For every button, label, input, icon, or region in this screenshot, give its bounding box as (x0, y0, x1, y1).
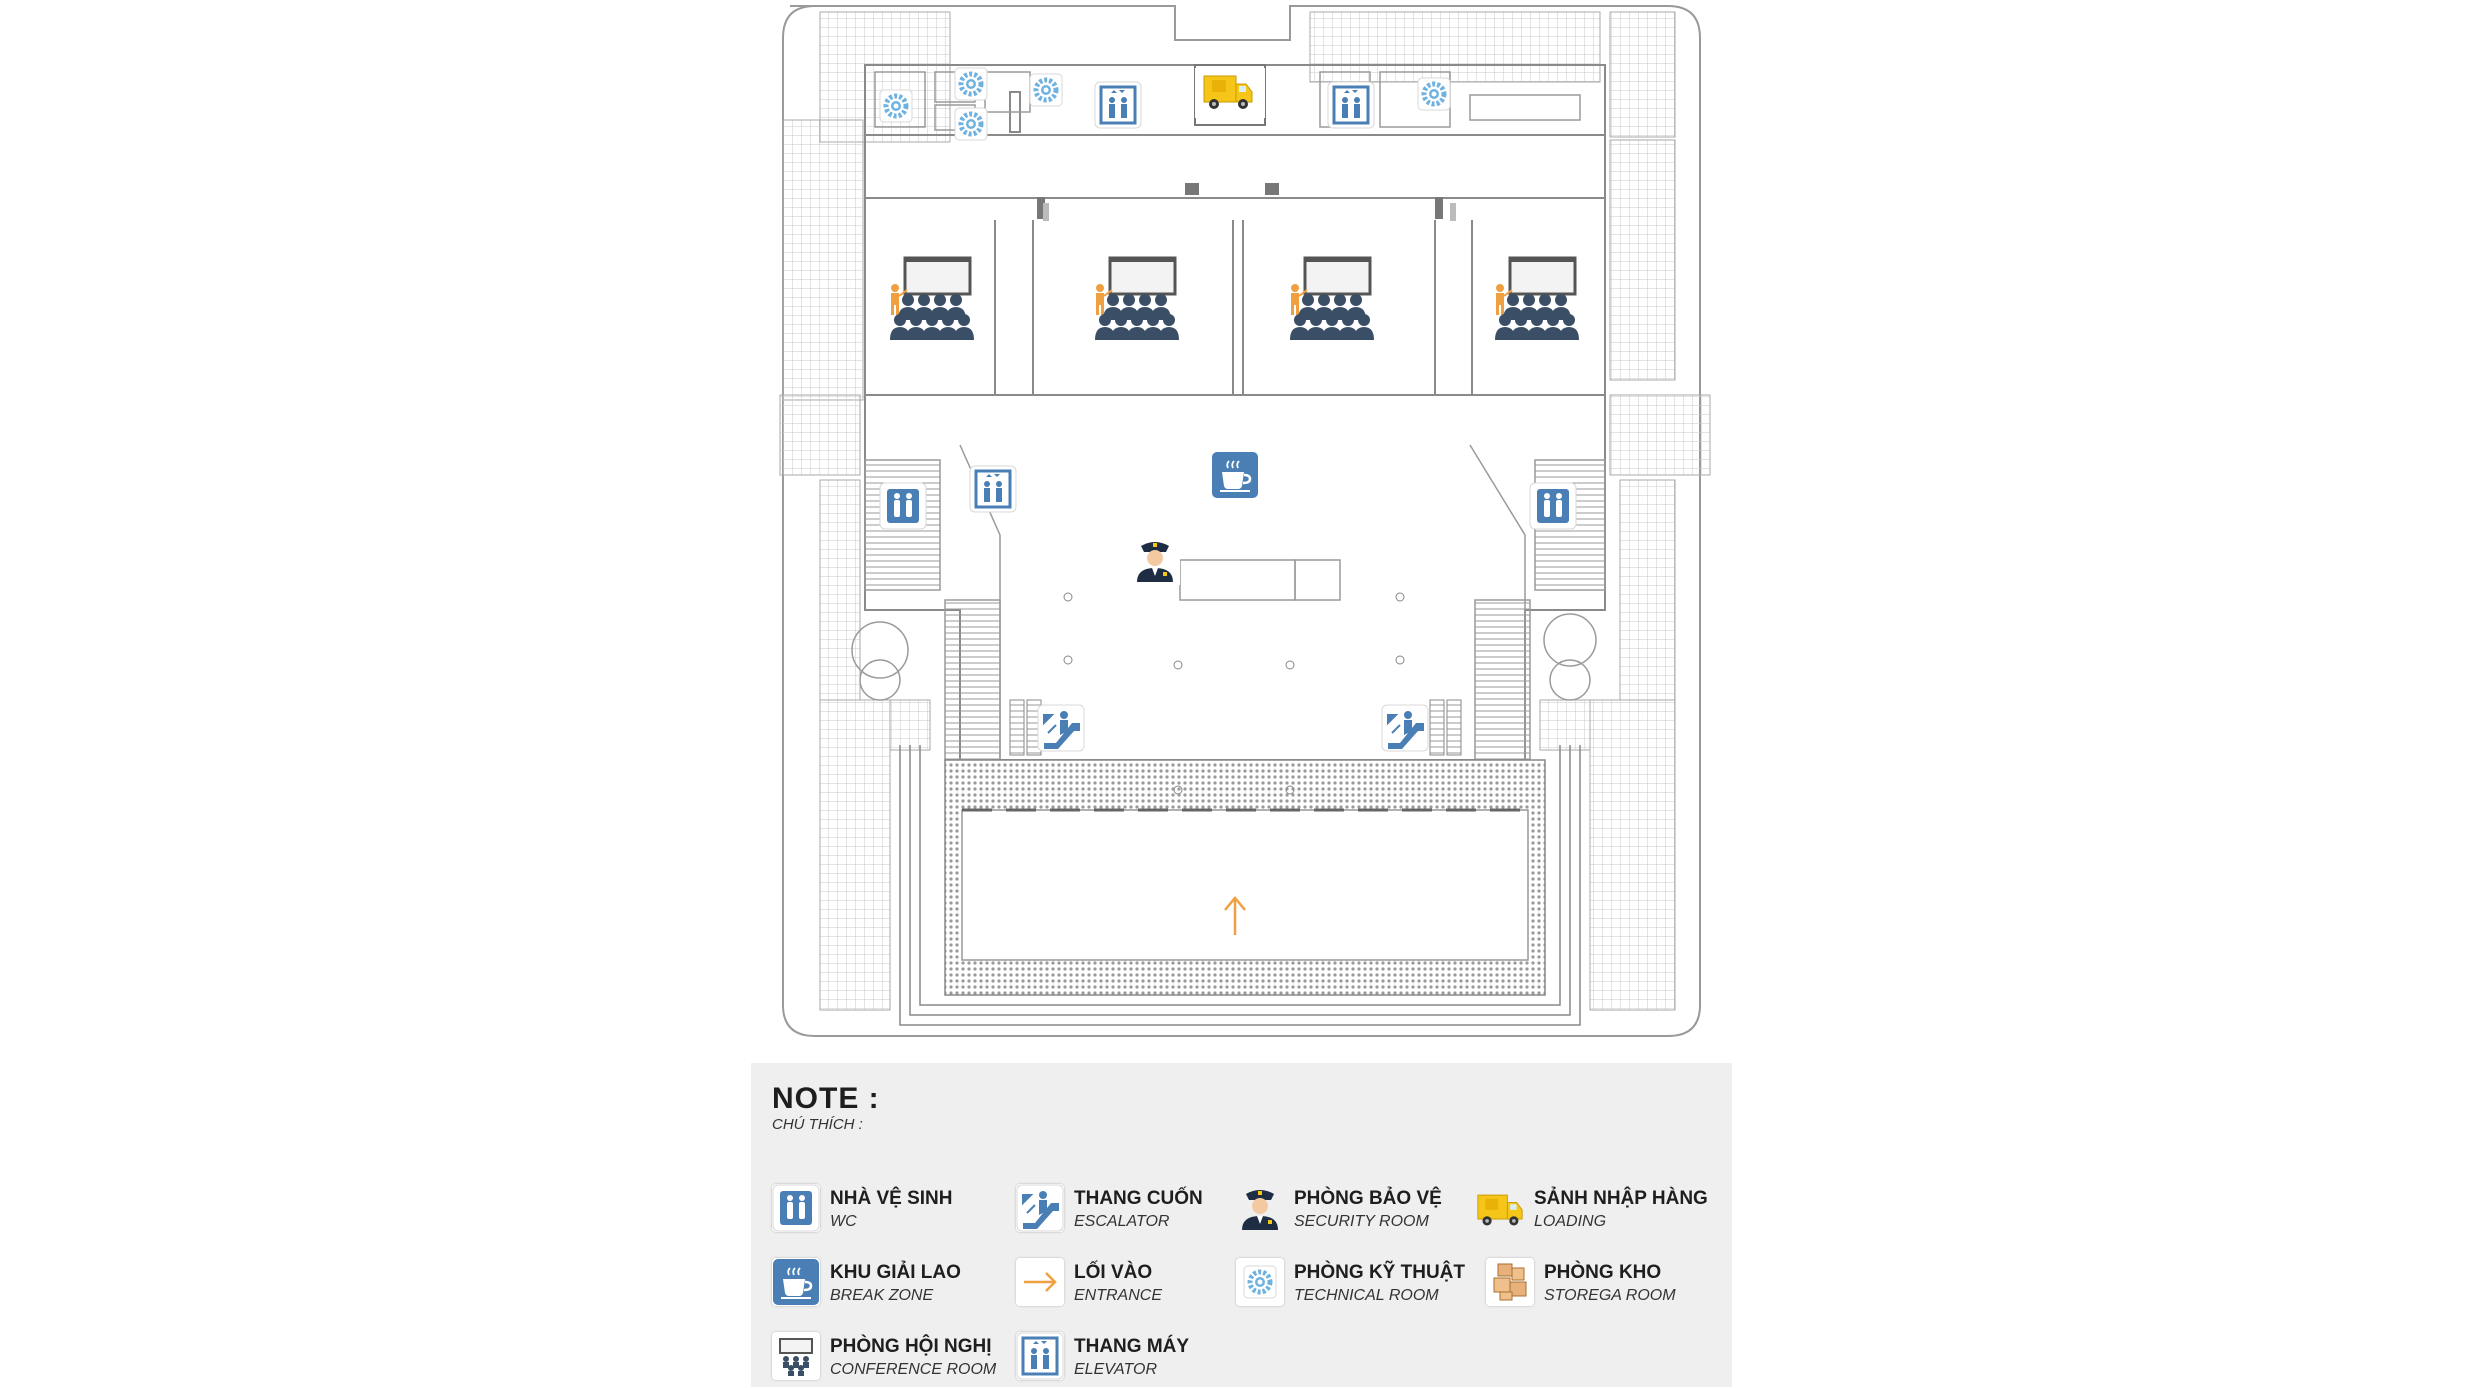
legend-sublabel: CONFERENCE ROOM (830, 1361, 997, 1378)
legend-label: LỐI VÀO (1074, 1262, 1153, 1283)
legend-sublabel: TECHNICAL ROOM (1294, 1287, 1439, 1304)
wc-icon-map-1 (880, 483, 926, 529)
legend-sublabel: STOREGA ROOM (1544, 1287, 1676, 1304)
conference-partitions (865, 198, 1605, 395)
legend-sublabel: ESCALATOR (1074, 1213, 1170, 1230)
legend-label: PHÒNG KỸ THUẬT (1294, 1262, 1465, 1283)
legend-label: PHÒNG HỘI NGHỊ (830, 1336, 992, 1357)
conference-room-icon-4 (1495, 258, 1579, 340)
technical-room-icon-3 (1030, 74, 1062, 106)
legend-sublabel: ELEVATOR (1074, 1361, 1157, 1378)
legend-label: SẢNH NHẬP HÀNG (1534, 1188, 1708, 1209)
coffee-cup-icon (772, 1258, 820, 1306)
legend-label: PHÒNG BẢO VỆ (1294, 1188, 1442, 1209)
loading-truck-icon (1476, 1184, 1524, 1232)
technical-room-icon-1 (880, 90, 912, 122)
escalator-icon-map-2 (1382, 705, 1428, 751)
legend-sublabel: LOADING (1534, 1213, 1607, 1230)
note-subtitle: CHÚ THÍCH : (772, 1116, 863, 1133)
elevator-icon (1016, 1332, 1064, 1380)
legend-sublabel: ENTRANCE (1074, 1287, 1163, 1304)
technical-room-icon-4 (955, 108, 987, 140)
loading-truck-icon-map (1195, 68, 1265, 118)
legend-label: NHÀ VỆ SINH (830, 1188, 953, 1209)
conference-room-icon-1 (890, 258, 974, 340)
technical-room-icon-2 (955, 68, 987, 100)
escalator-icon (1016, 1184, 1064, 1232)
conference-room-icon-2 (1095, 258, 1179, 340)
wc-icon-map-2 (1530, 483, 1576, 529)
elevator-icon-map-2 (1328, 82, 1374, 128)
security-guard-icon (1236, 1184, 1284, 1232)
legend-panel (751, 1063, 1732, 1387)
escalator-icon-map-1 (1038, 705, 1084, 751)
security-guard-icon-map (1130, 535, 1180, 585)
conference-icon (772, 1332, 820, 1380)
legend-label: THANG CUỐN (1074, 1188, 1203, 1209)
legend-sublabel: SECURITY ROOM (1294, 1213, 1429, 1230)
gear-icon (1236, 1258, 1284, 1306)
technical-room-icon-5 (1418, 78, 1450, 110)
forecourt (900, 745, 1580, 1025)
elevator-icon-map-3 (970, 466, 1016, 512)
legend-label: THANG MÁY (1074, 1336, 1190, 1357)
wc-icon (772, 1184, 820, 1232)
legend-sublabel: WC (830, 1213, 857, 1230)
legend-sublabel: BREAK ZONE (830, 1287, 934, 1304)
note-title: NOTE : (772, 1082, 880, 1115)
legend-label: KHU GIẢI LAO (830, 1262, 961, 1283)
legend-label: PHÒNG KHO (1544, 1262, 1662, 1283)
storage-boxes-icon (1486, 1258, 1534, 1306)
elevator-icon-map-1 (1095, 82, 1141, 128)
conference-room-icon-3 (1290, 258, 1374, 340)
entrance-arrow-icon (1016, 1258, 1064, 1306)
coffee-cup-icon-map (1212, 452, 1258, 498)
